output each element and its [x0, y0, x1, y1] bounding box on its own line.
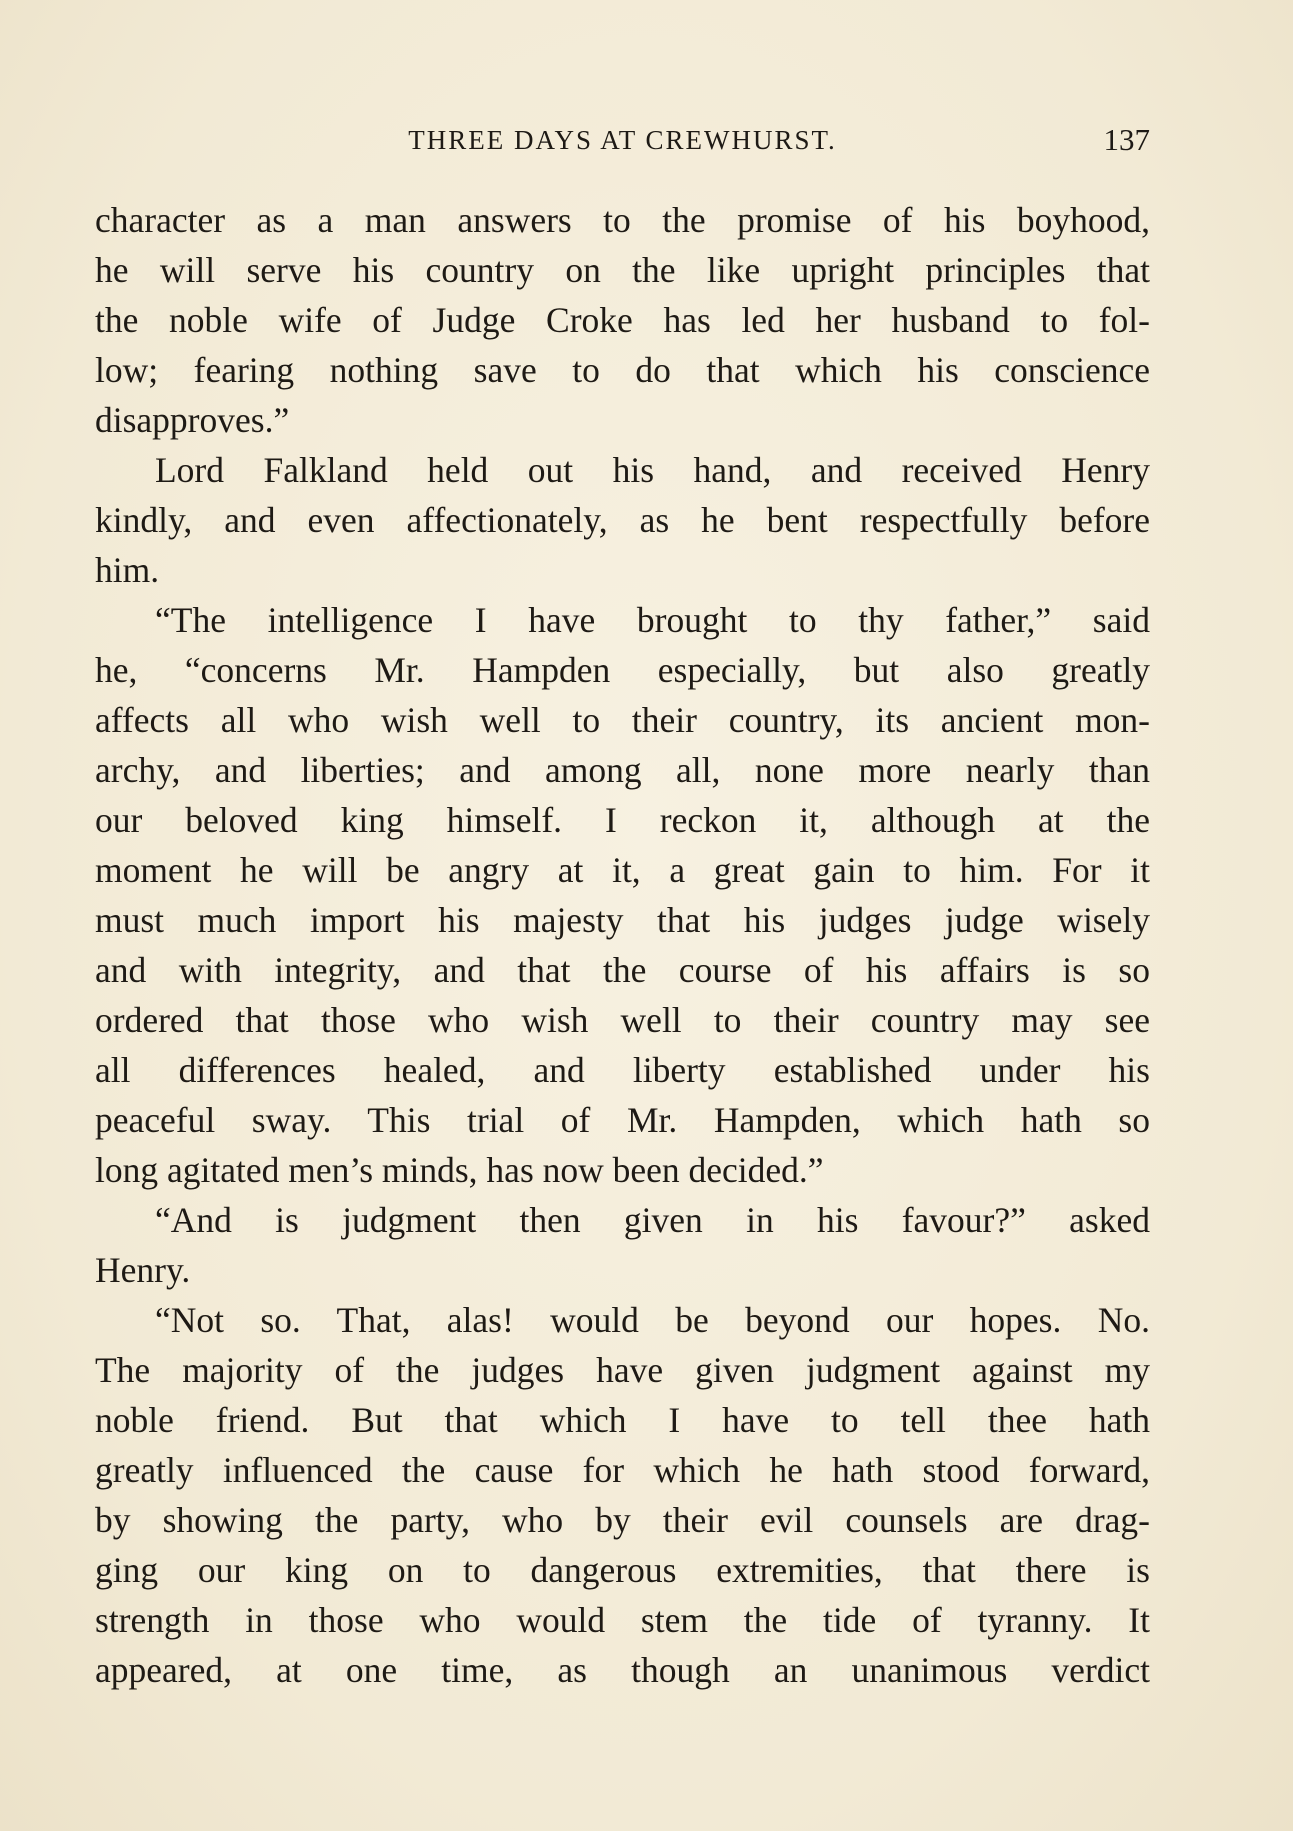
text-line: all differences healed, and liberty established under his — [95, 1050, 1150, 1090]
text-line: noble friend. But that which I have to tell thee hath — [95, 1400, 1150, 1440]
text-line: by showing the party, who by their evil counsels are drag- — [95, 1500, 1150, 1540]
text-line: long agitated men’s minds, has now been decided.” — [95, 1150, 824, 1190]
body-text — [95, 195, 1150, 1695]
text-line: archy, and liberties; and among all, none more nearly than — [95, 750, 1150, 790]
text-line: affects all who wish well to their country, its ancient mon- — [95, 700, 1150, 740]
text-line: our beloved king himself. I reckon it, although at the — [95, 800, 1150, 840]
text-line: strength in those who would stem the tide of tyranny. It — [95, 1600, 1150, 1640]
text-line: ordered that those who wish well to their country may see — [95, 1000, 1150, 1040]
text-line: greatly influenced the cause for which he hath stood forward, — [95, 1450, 1150, 1490]
text-line: moment he will be angry at it, a great gain to him. For it — [95, 850, 1150, 890]
text-line: “And is judgment then given in his favour?” asked — [155, 1200, 1150, 1240]
text-line: appeared, at one time, as though an unanimous verdict — [95, 1650, 1150, 1690]
text-line: “Not so. That, alas! would be beyond our hopes. No. — [155, 1300, 1150, 1340]
text-line: The majority of the judges have given judgment against my — [95, 1350, 1150, 1390]
text-line: “The intelligence I have brought to thy father,” said — [155, 600, 1150, 640]
text-line: must much import his majesty that his judges judge wisely — [95, 900, 1150, 940]
text-line: disapproves.” — [95, 400, 290, 440]
text-line: kindly, and even affectionately, as he bent respectfully before — [95, 500, 1150, 540]
text-line: peaceful sway. This trial of Mr. Hampden, which hath so — [95, 1100, 1150, 1140]
text-line: ging our king on to dangerous extremities, that there is — [95, 1550, 1150, 1590]
page-header — [95, 120, 1150, 160]
text-line: he, “concerns Mr. Hampden especially, but also greatly — [95, 650, 1150, 690]
page-number: 137 — [1103, 122, 1150, 157]
text-line: character as a man answers to the promise of his boyhood, — [95, 200, 1150, 240]
running-title: THREE DAYS AT CREWHURST. — [408, 125, 837, 155]
text-line: him. — [95, 550, 160, 590]
text-line: Henry. — [95, 1250, 191, 1290]
text-line: the noble wife of Judge Croke has led her husband to fol- — [95, 300, 1150, 340]
text-line: he will serve his country on the like upright principles that — [95, 250, 1150, 290]
text-line: Lord Falkland held out his hand, and received Henry — [155, 450, 1150, 490]
text-line: low; fearing nothing save to do that which his conscience — [95, 350, 1150, 390]
text-line: and with integrity, and that the course of his affairs is so — [95, 950, 1150, 990]
